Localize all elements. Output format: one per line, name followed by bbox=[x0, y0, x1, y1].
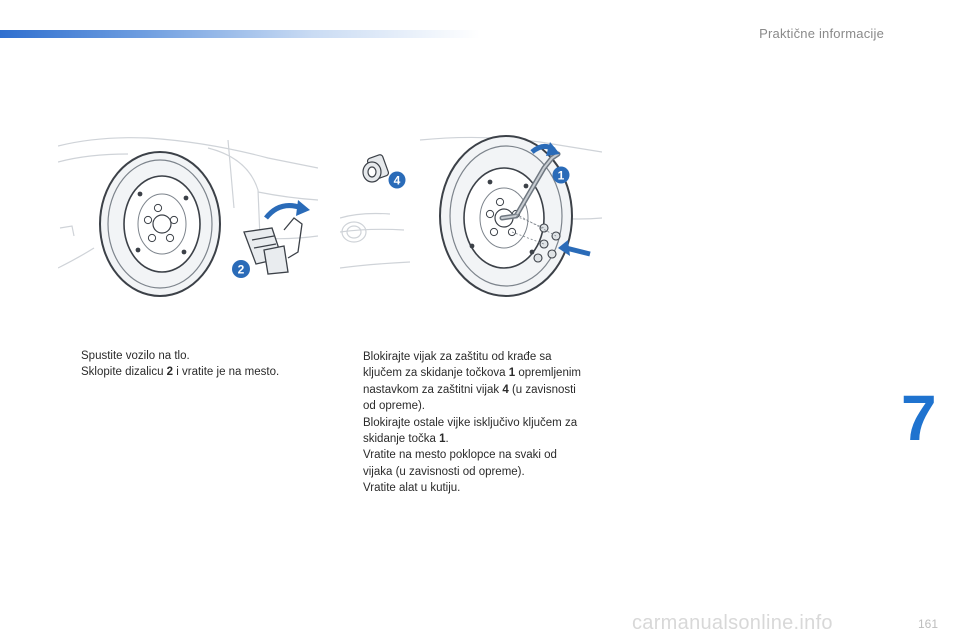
svg-text:1: 1 bbox=[557, 168, 565, 183]
list-item: Vratite alat u kutiju. bbox=[363, 482, 461, 495]
jack-drawing bbox=[244, 218, 302, 274]
footer-watermark: carmanualsonline.info bbox=[632, 612, 833, 634]
instructions-right bbox=[344, 349, 606, 497]
bolt-part-icon bbox=[363, 154, 389, 182]
list-item: Spustite vozilo na tlo. bbox=[81, 350, 190, 362]
list-item: Blokirajte vijak za zaštitu od krađe sa ključem za skidanje točkova 1 opremljenim nastavkom za zaštitni vijak 4 (u zavisnosti od opreme). bbox=[363, 351, 581, 413]
callout-2 bbox=[232, 260, 250, 278]
header-accent-bar bbox=[0, 30, 480, 38]
instructions-left bbox=[62, 348, 312, 381]
illustration-jack-folding bbox=[58, 128, 318, 300]
list-item: Sklopite dizalicu 2 i vratite je na mesto. bbox=[81, 366, 280, 379]
svg-text:4: 4 bbox=[393, 173, 401, 188]
page-number: 161 bbox=[917, 617, 938, 631]
wheel-drawing bbox=[100, 152, 220, 296]
callout-2-label: 2 bbox=[237, 262, 245, 277]
callout-1 bbox=[553, 167, 570, 184]
list-item: Blokirajte ostale vijke isključivo ključem za skidanje točka 1. bbox=[363, 416, 578, 446]
chapter-number: 7 bbox=[901, 382, 937, 454]
list-item: Vratite na mesto poklopce na svaki od vijaka (u zavisnosti od opreme). bbox=[363, 449, 557, 478]
callout-4 bbox=[389, 172, 406, 189]
illustration-bolt-tightening bbox=[340, 128, 602, 300]
section-title: Praktične informacije bbox=[759, 26, 884, 41]
